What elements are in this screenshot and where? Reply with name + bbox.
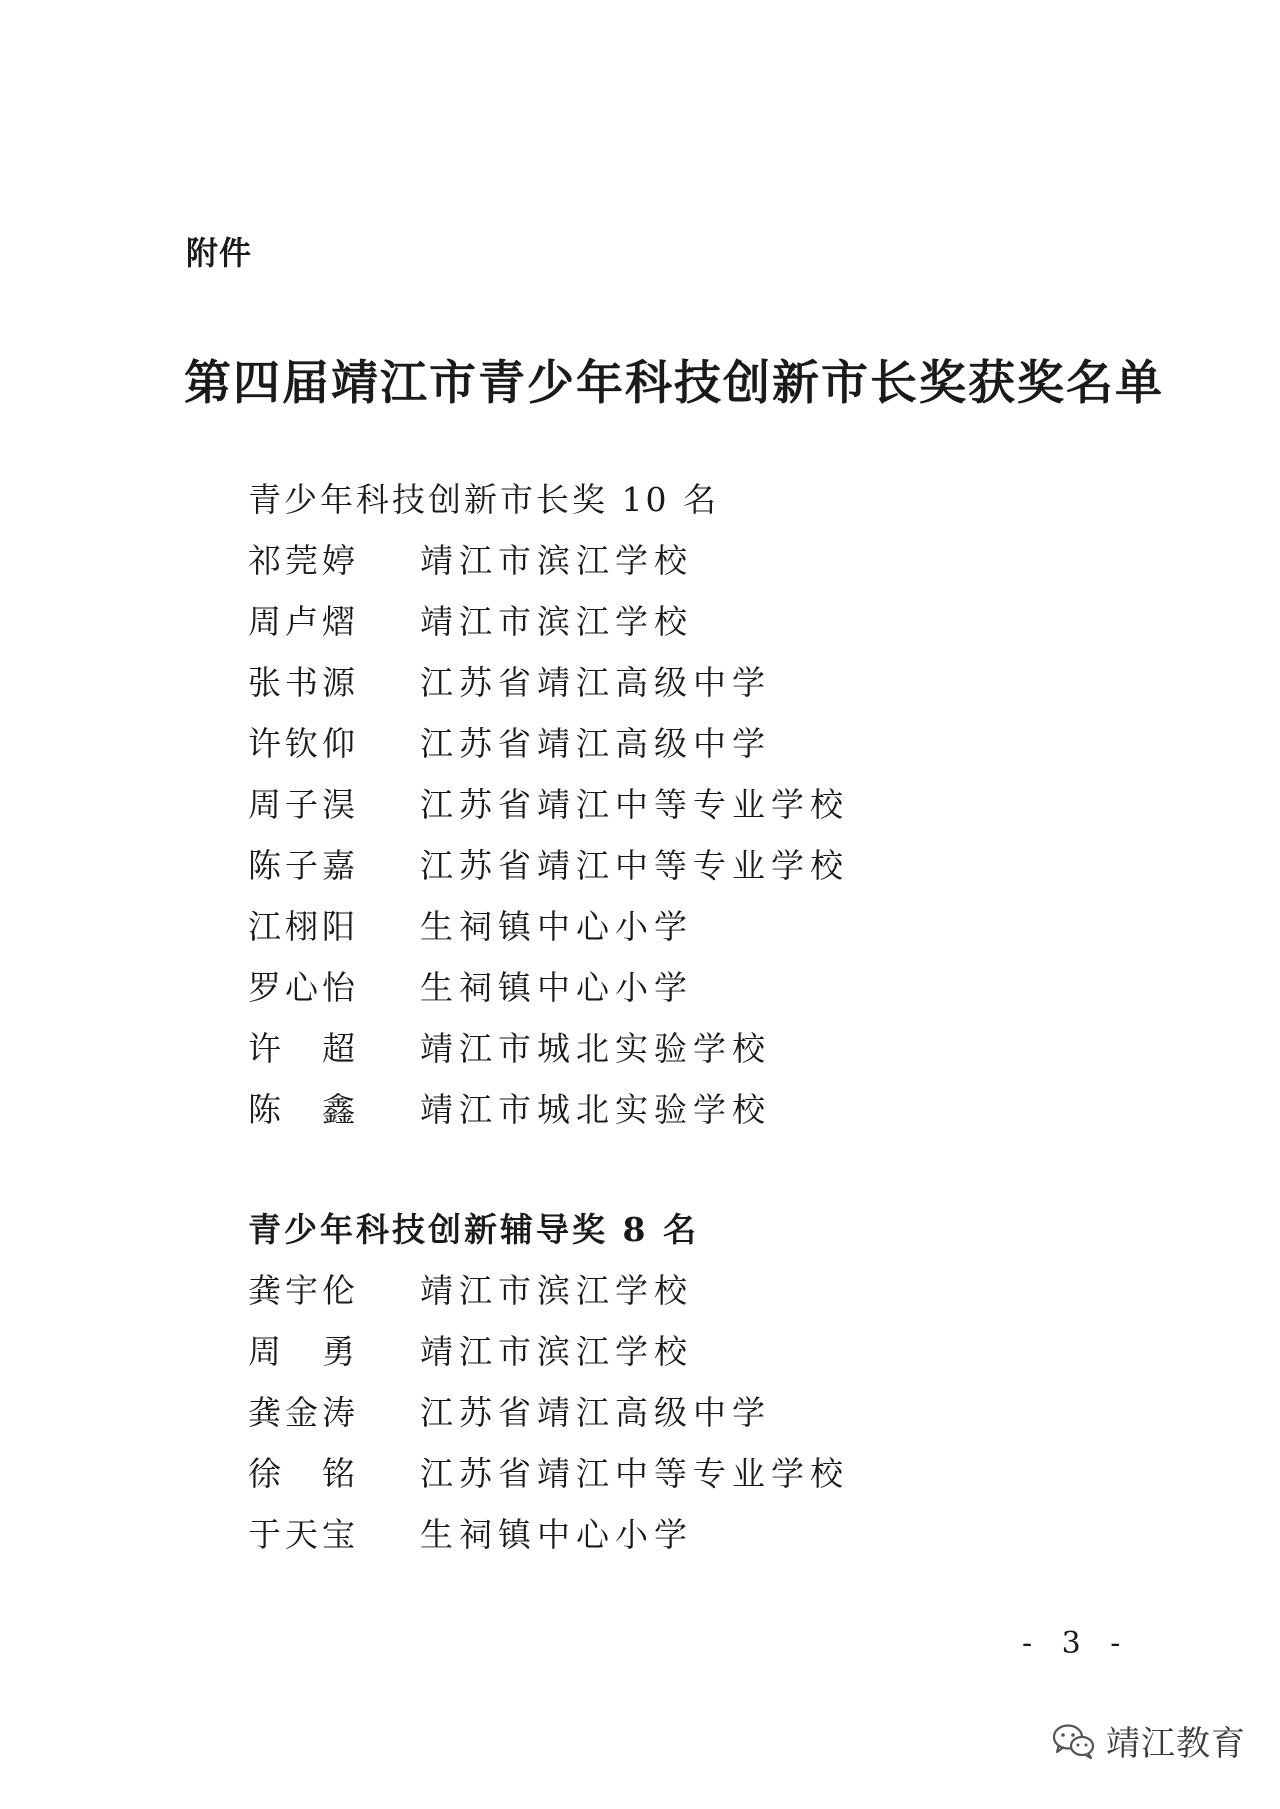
awardee-name: 许 超 [248, 1029, 359, 1068]
section-mentor-award [248, 1208, 849, 1574]
awardee-school: 生祠镇中心小学 [420, 907, 693, 946]
list-item [248, 1269, 849, 1330]
awardee-name: 周子淏 [248, 785, 359, 824]
wechat-icon [1052, 1722, 1096, 1760]
mentor-name: 周 勇 [248, 1332, 359, 1371]
awardee-name: 陈 鑫 [248, 1090, 359, 1129]
awardee-name: 许钦仰 [248, 724, 359, 763]
list-item [248, 1088, 849, 1149]
watermark [1052, 1716, 1246, 1765]
awardee-school: 靖江市城北实验学校 [420, 1090, 771, 1129]
awardee-name: 祁莞婷 [248, 541, 359, 580]
awardee-name: 罗心怡 [248, 968, 359, 1007]
section-heading: 青少年科技创新市长奖 10 名 [248, 480, 719, 519]
awardee-school: 江苏省靖江高级中学 [420, 663, 771, 702]
list-item [248, 539, 849, 600]
mentor-school: 江苏省靖江中等专业学校 [420, 1454, 849, 1493]
list-item [248, 844, 849, 905]
mentor-school: 江苏省靖江高级中学 [420, 1393, 771, 1432]
mentor-school: 靖江市滨江学校 [420, 1271, 693, 1310]
awardee-school: 靖江市城北实验学校 [420, 1029, 771, 1068]
attachment-label: 附件 [186, 234, 253, 272]
mentor-name: 龚宇伦 [248, 1271, 359, 1310]
awardee-school: 江苏省靖江中等专业学校 [420, 785, 849, 824]
document-title: 第四届靖江市青少年科技创新市长奖获奖名单 [184, 356, 1164, 411]
mentor-name: 龚金涛 [248, 1393, 359, 1432]
list-item [248, 1391, 849, 1452]
awardee-school: 靖江市滨江学校 [420, 602, 693, 641]
list-item [248, 1027, 849, 1088]
list-item [248, 783, 849, 844]
section-heading: 青少年科技创新辅导奖 8 名 [248, 1210, 699, 1249]
awardee-school: 靖江市滨江学校 [420, 541, 693, 580]
list-item [248, 1452, 849, 1513]
awardee-school: 江苏省靖江中等专业学校 [420, 846, 849, 885]
mentor-name: 于天宝 [248, 1515, 359, 1554]
list-item [248, 1330, 849, 1391]
list-item [248, 966, 849, 1027]
awardee-name: 江栩阳 [248, 907, 359, 946]
awardee-name: 周卢熠 [248, 602, 359, 641]
awardee-name: 张书源 [248, 663, 359, 702]
section-mayor-award [248, 478, 849, 1149]
list-item [248, 600, 849, 661]
page-number: - 3 - [1022, 1626, 1131, 1661]
list-item [248, 905, 849, 966]
list-item [248, 722, 849, 783]
awardee-school: 江苏省靖江高级中学 [420, 724, 771, 763]
awardee-school: 生祠镇中心小学 [420, 968, 693, 1007]
mentor-school: 生祠镇中心小学 [420, 1515, 693, 1554]
mentor-school: 靖江市滨江学校 [420, 1332, 693, 1371]
list-item [248, 1513, 849, 1574]
awardee-name: 陈子嘉 [248, 846, 359, 885]
list-item [248, 661, 849, 722]
watermark-text: 靖江教育 [1106, 1724, 1246, 1764]
mentor-name: 徐 铭 [248, 1454, 359, 1493]
